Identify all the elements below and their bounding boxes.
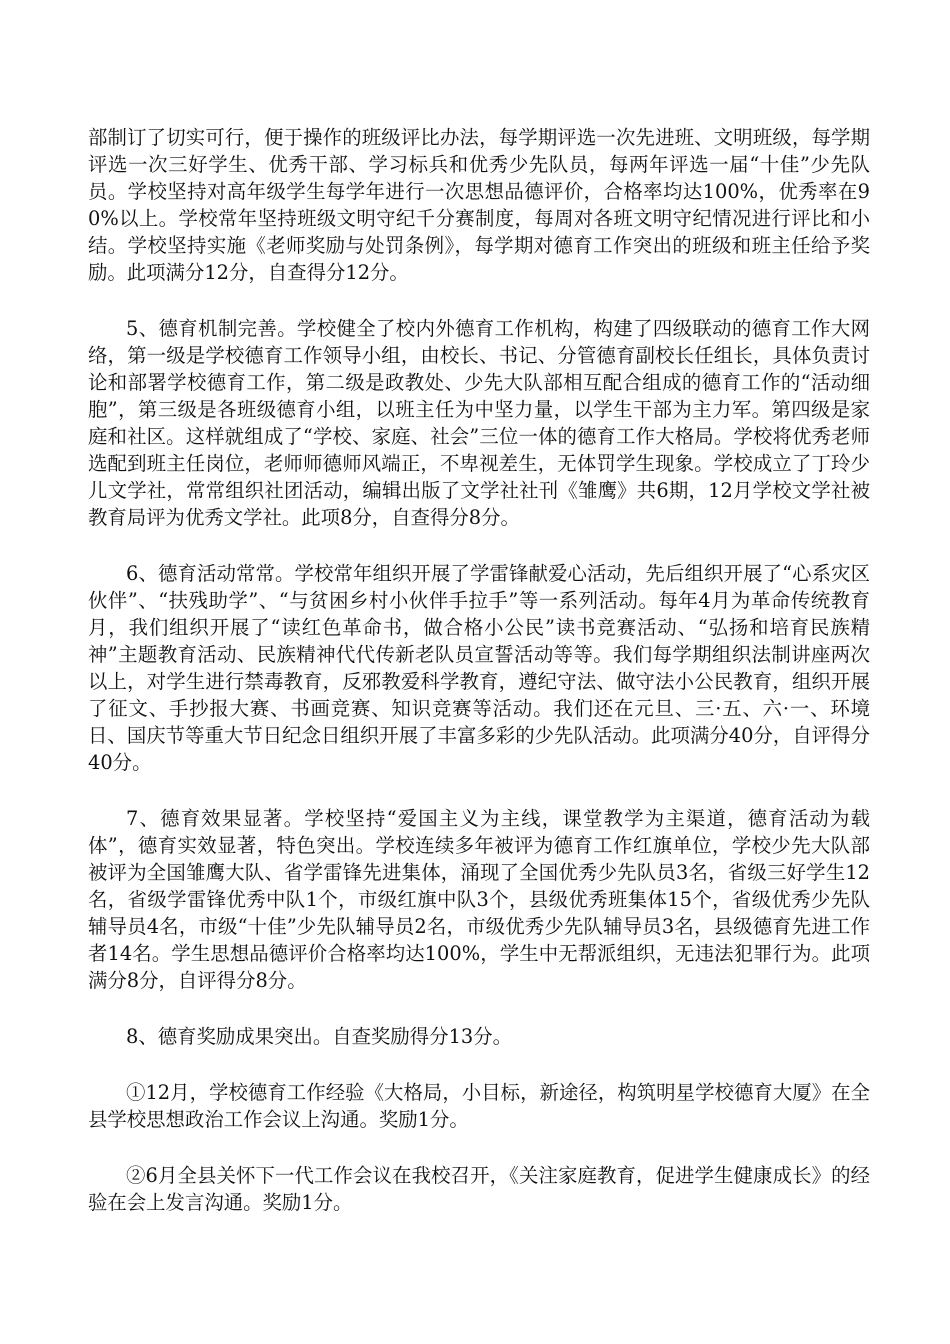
paragraph-item-8: 8、德育奖励成果突出。自查奖励得分13分。 xyxy=(126,1025,513,1048)
paragraph-continuation: 部制订了切实可行，便于操作的班级评比办法，每学期评选一次先进班、文明班级，每学期评选一次三好学生、优秀干部、学习标兵和优秀少先队员，每两年评选一届“十佳”少先队员。学校坚持对高年级学生每学年进行一次思想品德评价，合格率均达100%，优秀率在90%以上。学校常年坚持班级文明守纪千分赛制度，每周对各班文明守纪情况进行评比和小结。学校坚持实施《老师奖励与处罚条例》，每学期对德育工作突出的班级和班主任给予奖励。此项满分12分，自查得分12分。 xyxy=(88,126,870,284)
document-page xyxy=(88,124,870,1245)
paragraph-item-6: 6、德育活动常常。学校常年组织开展了学雷锋献爱心活动，先后组织开展了“心系灾区伙伴”、“扶残助学”、“与贫困乡村小伙伴手拉手”等一系列活动。每年4月为革命传统教育月，我们组织开展了“读红色革命书，做合格小公民”读书竞赛活动、“弘扬和培育民族精神”主题教育活动、民族精神代代传新老队员宣誓活动等等。我们每学期组织法制讲座两次以上，对学生进行禁毒教育，反邪教爱科学教育，遵纪守法、做守法小公民教育，组织开展了征文、手抄报大赛、书画竞赛、知识竞赛等活动。我们还在元旦、三·五、六·一、环境日、国庆节等重大节日纪念日组织开展了丰富多彩的少先队活动。此项满分40分，自评得分40分。 xyxy=(88,562,870,774)
paragraph-item-7: 7、德育效果显著。学校坚持“爱国主义为主线，课堂教学为主渠道，德育活动为载体”，德育实效显著，特色突出。学校连续多年被评为德育工作红旗单位，学校少先大队部被评为全国雏鹰大队、省学雷锋先进集体，涌现了全国优秀少先队员3名，省级三好学生12名，省级学雷锋优秀中队1个，市级红旗中队3个，县级优秀班集体15个，省级优秀少先队辅导员4名，市级“十佳”少先队辅导员2名，市级优秀少先队辅导员3名，县级德育先进工作者14名。学生思想品德评价合格率均达100%，学生中无帮派组织，无违法犯罪行为。此项满分8分，自评得分8分。 xyxy=(88,807,870,992)
paragraph-item-5: 5、德育机制完善。学校健全了校内外德育工作机构，构建了四级联动的德育工作大网络，第一级是学校德育工作领导小组，由校长、书记、分管德育副校长任组长，具体负责讨论和部署学校德育工作，第二级是政教处、少先大队部相互配合组成的德育工作的“活动细胞”，第三级是各班级德育小组，以班主任为中坚力量，以学生干部为主力军。第四级是家庭和社区。这样就组成了“学校、家庭、社会”三位一体的德育工作大格局。学校将优秀老师选配到班主任岗位，老师师德师风端正，不卑视差生，无体罚学生现象。学校成立了丁玲少儿文学社，常常组织社团活动，编辑出版了文学社社刊《雏鹰》共6期，12月学校文学社被教育局评为优秀文学社。此项8分，自查得分8分。 xyxy=(88,317,870,529)
paragraph-award-2: ②6月全县关怀下一代工作会议在我校召开，《关注家庭教育，促进学生健康成长》的经验在会上发言沟通。奖励1分。 xyxy=(88,1164,870,1214)
paragraph-award-1: ①12月，学校德育工作经验《大格局，小目标，新途径，构筑明星学校德育大厦》在全县学校思想政治工作会议上沟通。奖励1分。 xyxy=(88,1081,870,1131)
